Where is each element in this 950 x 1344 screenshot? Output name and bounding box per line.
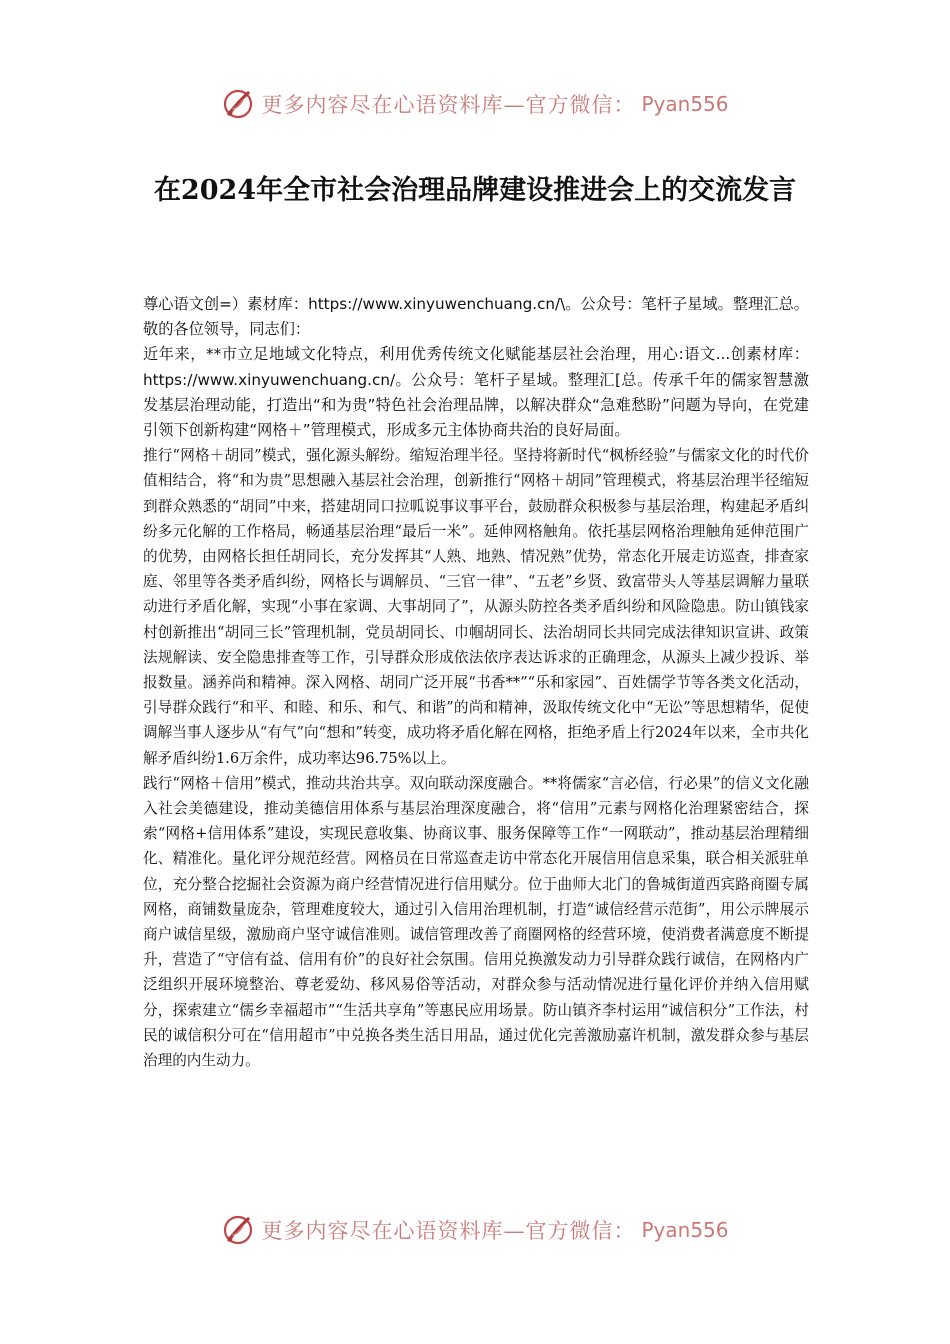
header-banner (0, 84, 950, 124)
intro-paragraph: 尊心语文创=）素材库：https://www.xinyuwenchuang.cn/\。公众号：笔杆子星域。整理汇总。敬的各位领导，同志们： (143, 295, 809, 339)
document-title: 在2024年全市社会治理品牌建设推进会上的交流发言 (153, 175, 797, 207)
intro-paragraph: 近年来，**市立足地域文化特点，利用优秀传统文化赋能基层社会治理，用心:语文...创素材库：https://www.xinyuwenchuang.cn/。公众号：笔杆子星域。整理汇[总。传承千年的儒家智慧激发基层治理动能，打造出“和为贵”特色社会治理品牌，以解决群众“急难愁盼”问题为导向，在党建引领下创新构建“网格＋”管理模式，形成多元主体协商共治的良好局面。 (143, 345, 809, 440)
banner-wechat-id: Pyan556 (641, 92, 729, 116)
brush-logo-icon (221, 87, 255, 121)
banner-text: 更多内容尽在心语资料库—官方微信： (261, 93, 636, 117)
banner-text: 更多内容尽在心语资料库—官方微信： (261, 1219, 636, 1243)
brush-logo-icon (221, 1213, 255, 1247)
body-paragraph: 践行“网格＋信用”模式，推动共治共享。双向联动深度融合。**将儒家“言必信，行必果”的信义文化融入社会美德建设，推动美德信用体系与基层治理深度融合，将“信用”元素与网格化治理紧密结合，探索“网格+信用体系”建设，实现民意收集、协商议事、服务保障等工作“一网联动”，推动基层治理精细化、精准化。量化评分规范经营。网格员在日常巡查走访中常态化开展信用信息采集，联合相关派驻单位，充分整合挖掘社会资源为商户经营情况进行信用赋分。位于曲师大北门的鲁城街道西宾路商圈专属网格，商铺数量庞杂，管理难度较大，通过引入信用治理机制，打造“诚信经营示范街”，用公示牌展示商户诚信星级，激励商户坚守诚信准则。诚信管理改善了商圈网格的经营环境，使消费者满意度不断提升，营造了“守信有益、信用有价”的良好社会氛围。信用兑换激发动力引导群众践行诚信，在网格内广泛组织开展环境整治、尊老爱幼、移风易俗等活动，对群众参与活动情况进行量化评价并纳入信用赋分，探索建立“儒乡幸福超市”“生活共享角”等惠民应用场景。防山镇齐李村运用“诚信积分”工作法，村民的诚信积分可在“信用超市”中兑换各类生活日用品，通过优化完善激励嘉许机制，激发群众参与基层治理的内生动力。 (143, 774, 809, 1070)
body-paragraph: 推行“网格＋胡同”模式，强化源头解纷。缩短治理半径。坚持将新时代“枫桥经验”与儒家文化的时代价值相结合，将“和为贵”思想融入基层社会治理，创新推行“网格＋胡同”管理模式，将基层治理半径缩短到群众熟悉的“胡同”中来，搭建胡同口拉呱说事议事平台，鼓励群众积极参与基层治理，构建起矛盾纠纷多元化解的工作格局，畅通基层治理“最后一米”。延伸网格触角。依托基层网格治理触角延伸范围广的优势，由网格长担任胡同长，充分发挥其“人熟、地熟、情况熟”优势，常态化开展走访巡查，排查家庭、邻里等各类矛盾纠纷，网格长与调解员、“三官一律”、“五老”乡贤、致富带头人等基层调解力量联动进行矛盾化解，实现“小事在家调、大事胡同了”，从源头防控各类矛盾纠纷和风险隐患。防山镇钱家村创新推出“胡同三长”管理机制，党员胡同长、巾帼胡同长、法治胡同长共同完成法律知识宣讲、政策法规解读、安全隐患排查等工作，引导群众形成依法依序表达诉求的正确理念，从源头上减少投诉、举报数量。涵养尚和精神。深入网格、胡同广泛开展“书香**”“乐和家园”、百姓儒学节等各类文化活动，引导群众践行“和平、和睦、和乐、和气、和谐”的尚和精神，汲取传统文化中“无讼”等思想精华，促使调解当事人逐步从“有气”向“想和”转变，成功将矛盾化解在网格，拒绝矛盾上行2024年以来，全市共化解矛盾纠纷1.6万余件，成功率达96.75%以上。 (143, 447, 809, 767)
footer-banner (0, 1210, 950, 1250)
banner-wechat-id: Pyan556 (641, 1218, 729, 1242)
document-body (143, 292, 809, 1073)
